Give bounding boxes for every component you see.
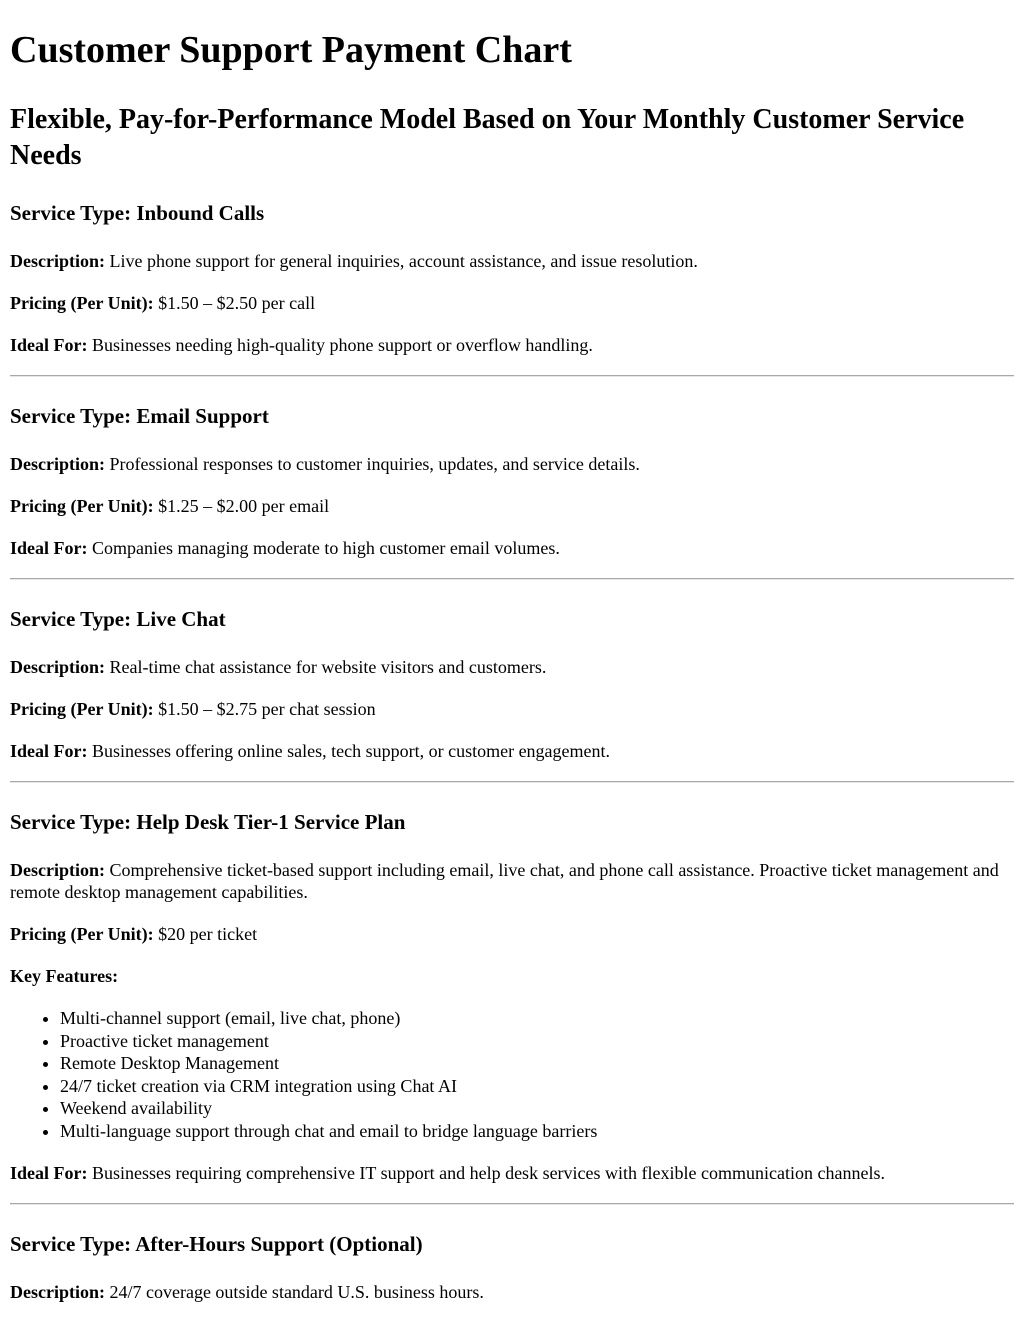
- service-pricing: [10, 292, 1014, 314]
- list-item: • Weekend availability: [60, 1097, 1014, 1120]
- service-heading: [10, 200, 1014, 226]
- ideal-for-text: Companies managing moderate to high customer email volumes.: [91, 538, 560, 558]
- list-item: • Multi-channel support (email, live chat, phone): [60, 1007, 1014, 1030]
- description-text: Real-time chat assistance for website visitors and customers.: [109, 657, 547, 677]
- service-ideal-for: [10, 740, 1014, 762]
- service-description: [10, 250, 1014, 272]
- service-name: Inbound Calls: [136, 201, 265, 225]
- section-divider: [10, 375, 1014, 377]
- ideal-for-label: Ideal For:: [10, 741, 88, 761]
- key-features-heading: [10, 965, 1014, 987]
- section-divider: [10, 578, 1014, 580]
- service-heading: [10, 809, 1014, 835]
- pricing-text: $1.50 – $2.50 per call: [158, 293, 316, 313]
- ideal-for-text: Businesses offering online sales, tech support, or customer engagement.: [91, 741, 611, 761]
- list-item: • Proactive ticket management: [60, 1030, 1014, 1053]
- service-type-label: Service Type:: [10, 810, 132, 834]
- ideal-for-text: Businesses requiring comprehensive IT support and help desk services with flexible communication channels.: [91, 1163, 885, 1183]
- service-pricing: [10, 495, 1014, 517]
- description-text: Live phone support for general inquiries, account assistance, and issue resolution.: [109, 251, 698, 271]
- service-name: Help Desk Tier-1 Service Plan: [136, 810, 406, 834]
- service-section-live-chat: [10, 606, 1014, 762]
- service-type-label: Service Type:: [10, 607, 132, 631]
- description-label: Description:: [10, 251, 105, 271]
- service-name: Live Chat: [136, 607, 226, 631]
- description-text: Comprehensive ticket-based support including email, live chat, and phone call assistance. Proactive ticket management and remote desktop management capabilities.: [10, 860, 999, 902]
- pricing-text: $1.25 – $2.00 per email: [158, 496, 330, 516]
- description-text: Professional responses to customer inquiries, updates, and service details.: [109, 454, 640, 474]
- description-label: Description:: [10, 1282, 105, 1302]
- service-section-after-hours: [10, 1231, 1014, 1303]
- service-description: [10, 1281, 1014, 1303]
- service-section-help-desk: [10, 809, 1014, 1184]
- service-ideal-for: [10, 1162, 1014, 1184]
- description-label: Description:: [10, 860, 105, 880]
- service-type-label: Service Type:: [10, 201, 132, 225]
- service-heading: [10, 1231, 1014, 1257]
- service-description: [10, 453, 1014, 475]
- pricing-label: Pricing (Per Unit):: [10, 699, 154, 719]
- service-ideal-for: [10, 334, 1014, 356]
- pricing-label: Pricing (Per Unit):: [10, 924, 154, 944]
- service-pricing: [10, 698, 1014, 720]
- page-subtitle: Flexible, Pay-for-Performance Model Based on Your Monthly Customer Service Needs: [10, 104, 965, 171]
- list-item: • Remote Desktop Management: [60, 1052, 1014, 1075]
- description-text: 24/7 coverage outside standard U.S. business hours.: [109, 1282, 484, 1302]
- service-name: After-Hours Support (Optional): [135, 1232, 423, 1256]
- key-features-list: [10, 1007, 1014, 1142]
- section-divider: [10, 781, 1014, 783]
- ideal-for-text: Businesses needing high-quality phone support or overflow handling.: [91, 335, 593, 355]
- service-type-label: Service Type:: [10, 404, 132, 428]
- service-description: [10, 859, 1014, 903]
- service-heading: [10, 403, 1014, 429]
- pricing-label: Pricing (Per Unit):: [10, 496, 154, 516]
- key-features-label: Key Features:: [10, 966, 119, 986]
- service-ideal-for: [10, 537, 1014, 559]
- service-section-email-support: [10, 403, 1014, 559]
- ideal-for-label: Ideal For:: [10, 538, 88, 558]
- service-section-inbound-calls: [10, 200, 1014, 356]
- service-description: [10, 656, 1014, 678]
- page-title: Customer Support Payment Chart: [10, 29, 572, 71]
- service-name: Email Support: [136, 404, 269, 428]
- section-divider: [10, 1203, 1014, 1205]
- pricing-text: $1.50 – $2.75 per chat session: [158, 699, 376, 719]
- service-type-label: Service Type:: [10, 1232, 132, 1256]
- description-label: Description:: [10, 454, 105, 474]
- ideal-for-label: Ideal For:: [10, 335, 88, 355]
- pricing-text: $20 per ticket: [158, 924, 258, 944]
- ideal-for-label: Ideal For:: [10, 1163, 88, 1183]
- pricing-label: Pricing (Per Unit):: [10, 293, 154, 313]
- list-item: • Multi-language support through chat and email to bridge language barriers: [60, 1120, 1014, 1143]
- list-item: • 24/7 ticket creation via CRM integration using Chat AI: [60, 1075, 1014, 1098]
- service-heading: [10, 606, 1014, 632]
- description-label: Description:: [10, 657, 105, 677]
- service-pricing: [10, 923, 1014, 945]
